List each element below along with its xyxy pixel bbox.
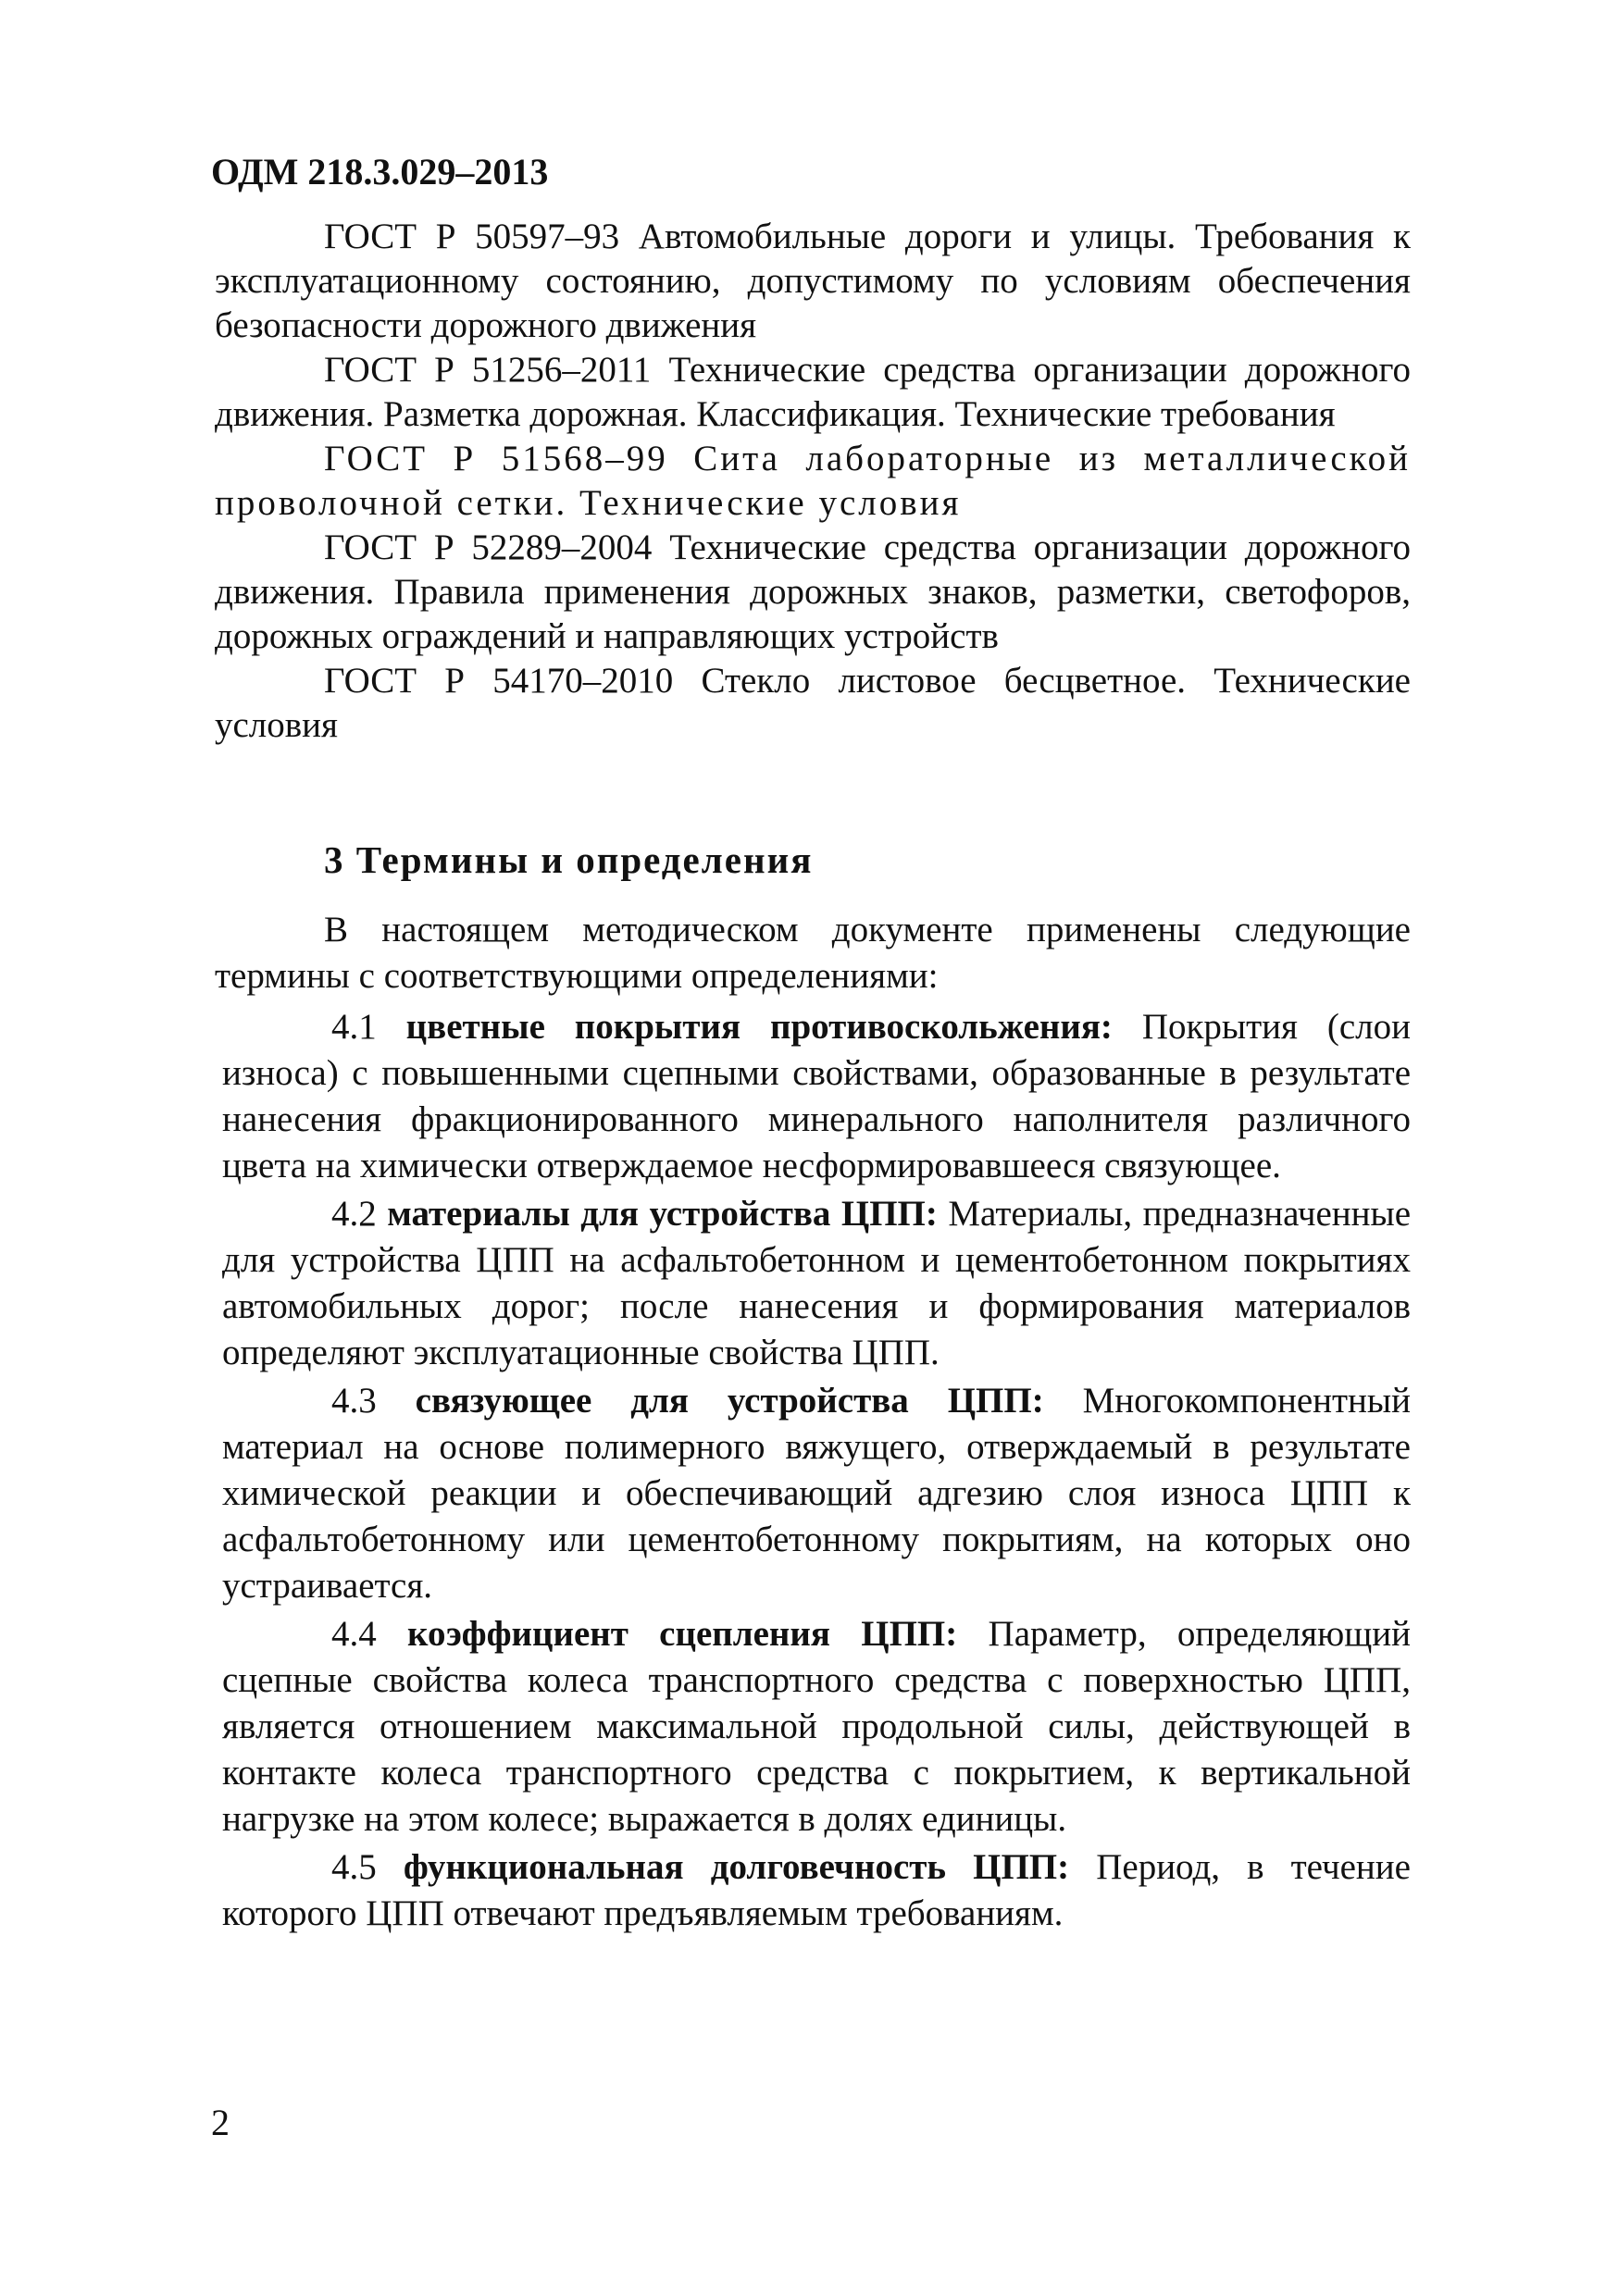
reference-item: ГОСТ Р 54170–2010 Стекло листовое бесцветное. Технические условия [215, 661, 1411, 745]
definition-item [222, 1378, 1411, 1609]
definition-term: коэффициент сцепления ЦПП: [407, 1614, 958, 1654]
definition-term: функциональная долговечность ЦПП: [403, 1847, 1070, 1887]
section-title: 3 Термины и определения [324, 838, 814, 881]
section-intro [215, 907, 1411, 999]
document-code: ОДМ 218.3.029–2013 [211, 151, 549, 192]
definition-text: Период, в течение которого ЦПП отвечают предъявляемым требованиям. [222, 1847, 1411, 1933]
definition-item [222, 1844, 1411, 1937]
reference-item: ГОСТ Р 51256–2011 Технические средства организации дорожного движения. Разметка дорожная. Классификация. Технические требования [215, 350, 1411, 434]
definition-number: 4.5 [331, 1847, 404, 1887]
reference-item: ГОСТ Р 51568–99 Сита лабораторные из металлической проволочной сетки. Технические условия [215, 439, 1411, 523]
definitions-list [222, 1004, 1411, 1939]
definition-number: 4.2 [331, 1194, 388, 1234]
normative-references [215, 215, 1411, 748]
definition-term: связующее для устройства ЦПП: [415, 1381, 1044, 1421]
definition-text: Параметр, определяющий сцепные свойства колеса транспортного средства с поверхностью ЦПП, является отношением максимальной продольной силы, действующей в контакте колеса транспортного средства с покрытием, к вертикальной нагрузке на этом колесе; выражается в долях единицы. [222, 1614, 1411, 1839]
definition-term: цветные покрытия противоскольжения: [405, 1007, 1113, 1047]
intro-paragraph: В настоящем методическом документе применены следующие термины с соответствующими определениями: [215, 910, 1411, 996]
definition-text: Многокомпонентный материал на основе полимерного вяжущего, отверждаемый в результате химической реакции и обеспечивающий адгезию слоя износа ЦПП к асфальтобетонному или цементобетонному покрытиям, на которых оно устраивается. [222, 1381, 1412, 1606]
definition-term: материалы для устройства ЦПП: [387, 1194, 938, 1234]
reference-item: ГОСТ Р 52289–2004 Технические средства организации дорожного движения. Правила применения дорожных знаков, разметки, светофоров, дорожных ограждений и направляющих устройств [215, 527, 1411, 656]
definition-number: 4.4 [331, 1614, 408, 1654]
reference-item: ГОСТ Р 50597–93 Автомобильные дороги и улицы. Требования к эксплуатационному состоянию, допустимому по условиям обеспечения безопасности дорожного движения [215, 217, 1411, 345]
definition-item [222, 1611, 1411, 1843]
definition-item [222, 1004, 1411, 1189]
definition-text: Материалы, предназначенные для устройства ЦПП на асфальтобетонном и цементобетонном покрытиях автомобильных дорог; после нанесения и формирования материалов определяют эксплуатационные свойства ЦПП. [222, 1194, 1412, 1372]
definition-number: 4.3 [331, 1381, 416, 1421]
definition-text: Покрытия (слои износа) с повышенными сцепными свойствами, образованные в результате нанесения фракционированного минерального наполнителя различного цвета на химически отверждаемое несформировавшееся связующее. [222, 1007, 1412, 1185]
definition-item [222, 1191, 1411, 1376]
page-number: 2 [211, 2102, 230, 2143]
definition-number: 4.1 [331, 1007, 406, 1047]
